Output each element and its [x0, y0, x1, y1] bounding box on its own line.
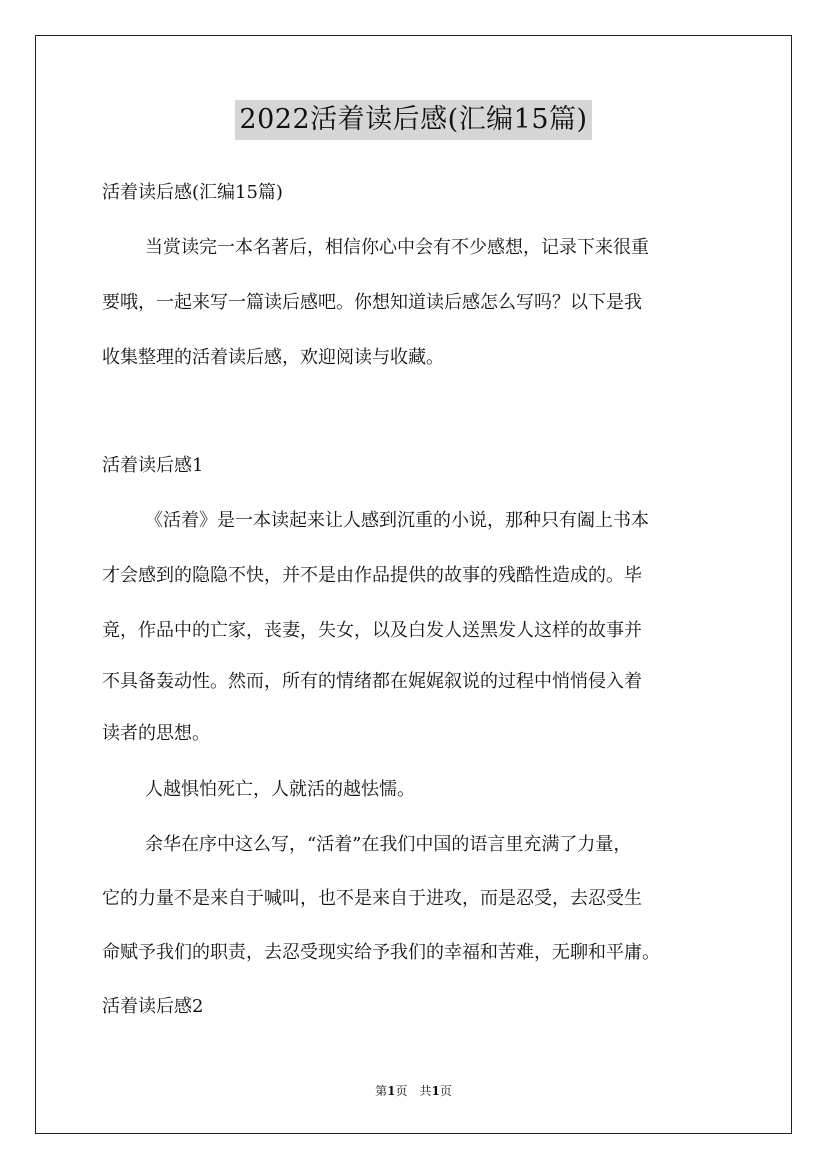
section1-para3-line-1: 余华在序中这么写，“活着”在我们中国的语言里充满了力量， — [145, 834, 632, 855]
section1-para3-line-2: 它的力量不是来自于喊叫，也不是来自于进攻，而是忍受，去忍受生 — [102, 888, 642, 909]
intro-line-2: 要哦，一起来写一篇读后感吧。你想知道读后感怎么写吗？以下是我 — [102, 292, 642, 313]
section1-para1-line-1: 《活着》是一本读起来让人感到沉重的小说，那种只有阖上书本 — [145, 510, 649, 531]
section1-para3-line-3: 命赋予我们的职责，去忍受现实给予我们的幸福和苦难，无聊和平庸。 — [102, 942, 660, 963]
section1-para1-line-3: 竟，作品中的亡家，丧妻，失女，以及白发人送黑发人这样的故事并 — [102, 620, 642, 641]
section2-heading: 活着读后感2 — [102, 996, 204, 1017]
footer-label-2: 页 共 — [395, 1084, 432, 1098]
page-footer — [0, 1083, 827, 1099]
title-container — [0, 100, 827, 140]
section1-para1-line-4: 不具备轰动性。然而，所有的情绪都在娓娓叙说的过程中悄悄侵入着 — [102, 671, 642, 692]
footer-page-number: 1 — [387, 1084, 396, 1098]
footer-page-total: 1 — [431, 1084, 440, 1098]
document-subtitle: 活着读后感(汇编15篇) — [102, 182, 283, 203]
section1-para1-line-2: 才会感到的隐隐不快，并不是由作品提供的故事的残酷性造成的。毕 — [102, 565, 642, 586]
section1-heading: 活着读后感1 — [102, 455, 204, 476]
footer-label-1: 第 — [375, 1084, 388, 1098]
section1-para2: 人越惧怕死亡，人就活的越怯懦。 — [145, 779, 415, 800]
footer-label-3: 页 — [439, 1084, 452, 1098]
document-title: 2022活着读后感(汇编15篇) — [235, 100, 591, 140]
intro-line-3: 收集整理的活着读后感，欢迎阅读与收藏。 — [102, 347, 444, 368]
section1-para1-line-5: 读者的思想。 — [102, 723, 210, 744]
intro-line-1: 当赏读完一本名著后，相信你心中会有不少感想，记录下来很重 — [145, 237, 649, 258]
